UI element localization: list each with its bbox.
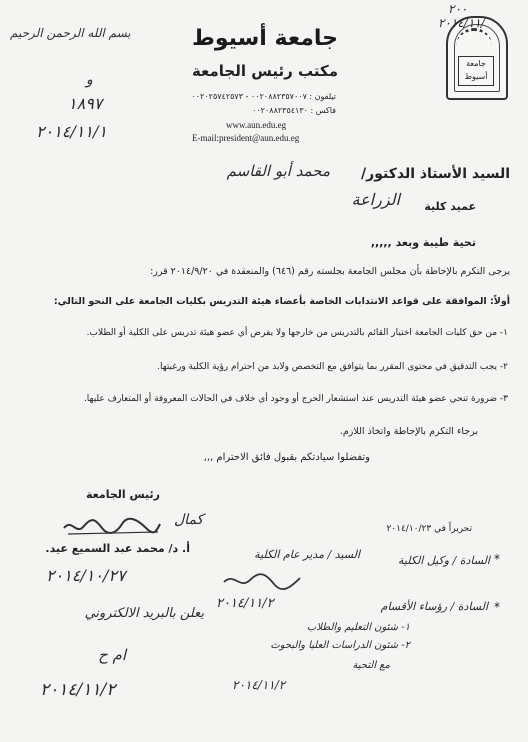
addressee-name: محمد أبو القاسم	[226, 162, 330, 180]
incoming-date: ٢٠١٤/١١/١	[36, 122, 107, 141]
email[interactable]: E-mail:president@aun.edu.eg	[192, 133, 300, 143]
item-2: ٢- يجب التدقيق في محتوى المقرر بما يتوافق مع التخصص ولابد من احترام رؤية الكلية ورغبتها.	[157, 362, 508, 372]
signed-date: ٢٠١٤/١٠/٢٧	[46, 566, 126, 585]
phone-line	[96, 92, 336, 101]
university-name: جامعة أسيوط	[192, 26, 338, 51]
annotation-bottom-date: ٢٠١٤/١١/٢	[232, 678, 286, 692]
annotation-right-1: السادة / وكيل الكلية	[398, 554, 490, 567]
annotation-left-date: ٢٠١٤/١١/٢	[40, 680, 116, 700]
item-1: ١- من حق كليات الجامعة اختيار القائم بالتدريس من خارجها ولا يفرض أي عضو هيئة تدريس على الكلية أو الطلاب.	[86, 328, 508, 338]
phone-label: تيلفون :	[309, 92, 336, 101]
annotation-left-1: يعلن بالبريد الالكتروني	[84, 606, 204, 621]
fax-line	[150, 106, 336, 115]
intro-paragraph: يرجى التكرم بالإحاطة بأن مجلس الجامعة بجلسته رقم (٦٤٦) والمنعقدة في ٢٠١٤/٩/٢٠ قرر:	[150, 266, 510, 277]
request-line: برجاء التكرم بالإحاطة واتخاذ اللازم.	[339, 426, 478, 437]
bullet-mark-1: *	[494, 552, 500, 566]
phone-numbers: ٠٠٢٠٨٨٢٣٥٧٠٠٧ - ٠٠٢٠٢٥٧٤٢٥٧٣	[191, 92, 307, 101]
middle-signature	[222, 570, 302, 592]
dean-label: عميد كلية	[424, 200, 476, 213]
fax-number: ٠٠٢٠٨٨٢٣٥٤١٣٠	[252, 106, 308, 115]
basmala: بسم الله الرحمن الرحيم	[10, 26, 131, 40]
website[interactable]: www.aun.edu.eg	[226, 120, 287, 130]
annotation-middle-date: ٢٠١٤/١١/٢	[216, 596, 274, 611]
written-date-label: تحريراً في	[434, 524, 472, 534]
top-right-date: ٢٠١٤/١١/	[438, 16, 485, 30]
annotation-right-4: ٢- شئون الدراسات العليا والبحوث	[270, 640, 410, 651]
top-right-note: ٢٠٠	[448, 2, 468, 16]
incoming-number: ١٨٩٧	[68, 94, 103, 113]
annotation-right-5: مع التحية	[352, 660, 390, 671]
point-heading: أولاً: الموافقة على قواعد الانتدابات الخاصة بأعضاء هيئة التدريس بكليات الجامعة على النحو التالي:	[53, 296, 510, 307]
annotation-right-2: السادة / رؤساء الأقسام	[380, 600, 488, 613]
annotation-left-2: ام ح	[98, 646, 126, 664]
written-date: ٢٠١٤/١٠/٢٣	[386, 524, 432, 534]
item-3: ٣- ضرورة تنحي عضو هيئة التدريس عند استشعار الحرج أو وجود أي خلاف في الحالات المعروفة أو المتعارف عليها.	[83, 394, 508, 404]
signature-initials: كمال	[174, 512, 204, 528]
greeting: تحية طيبة وبعد ,,,,,	[370, 236, 476, 249]
fax-label: فاكس :	[310, 106, 336, 115]
annotation-middle-1: السيد / مدير عام الكلية	[254, 548, 360, 561]
office-name: مكتب رئيس الجامعة	[191, 62, 339, 80]
president-role: رئيس الجامعة	[86, 488, 160, 501]
university-logo: جامعة أسيوط	[446, 16, 508, 100]
faculty-name: الزراعة	[351, 190, 400, 209]
annotation-right-3: ١- شئون التعليم والطلاب	[306, 622, 410, 633]
addressee-title: السيد الأستاذ الدكتور/	[361, 166, 510, 182]
bullet-mark-2: *	[494, 600, 500, 614]
president-signature	[62, 514, 162, 538]
incoming-mark: و	[86, 72, 93, 88]
written-date-line	[362, 524, 472, 534]
president-name: أ. د/ محمد عبد السميع عيد.	[45, 542, 190, 555]
closing-line: وتفضلوا سيادتكم بقبول فائق الاحترام ,,,	[203, 452, 370, 463]
